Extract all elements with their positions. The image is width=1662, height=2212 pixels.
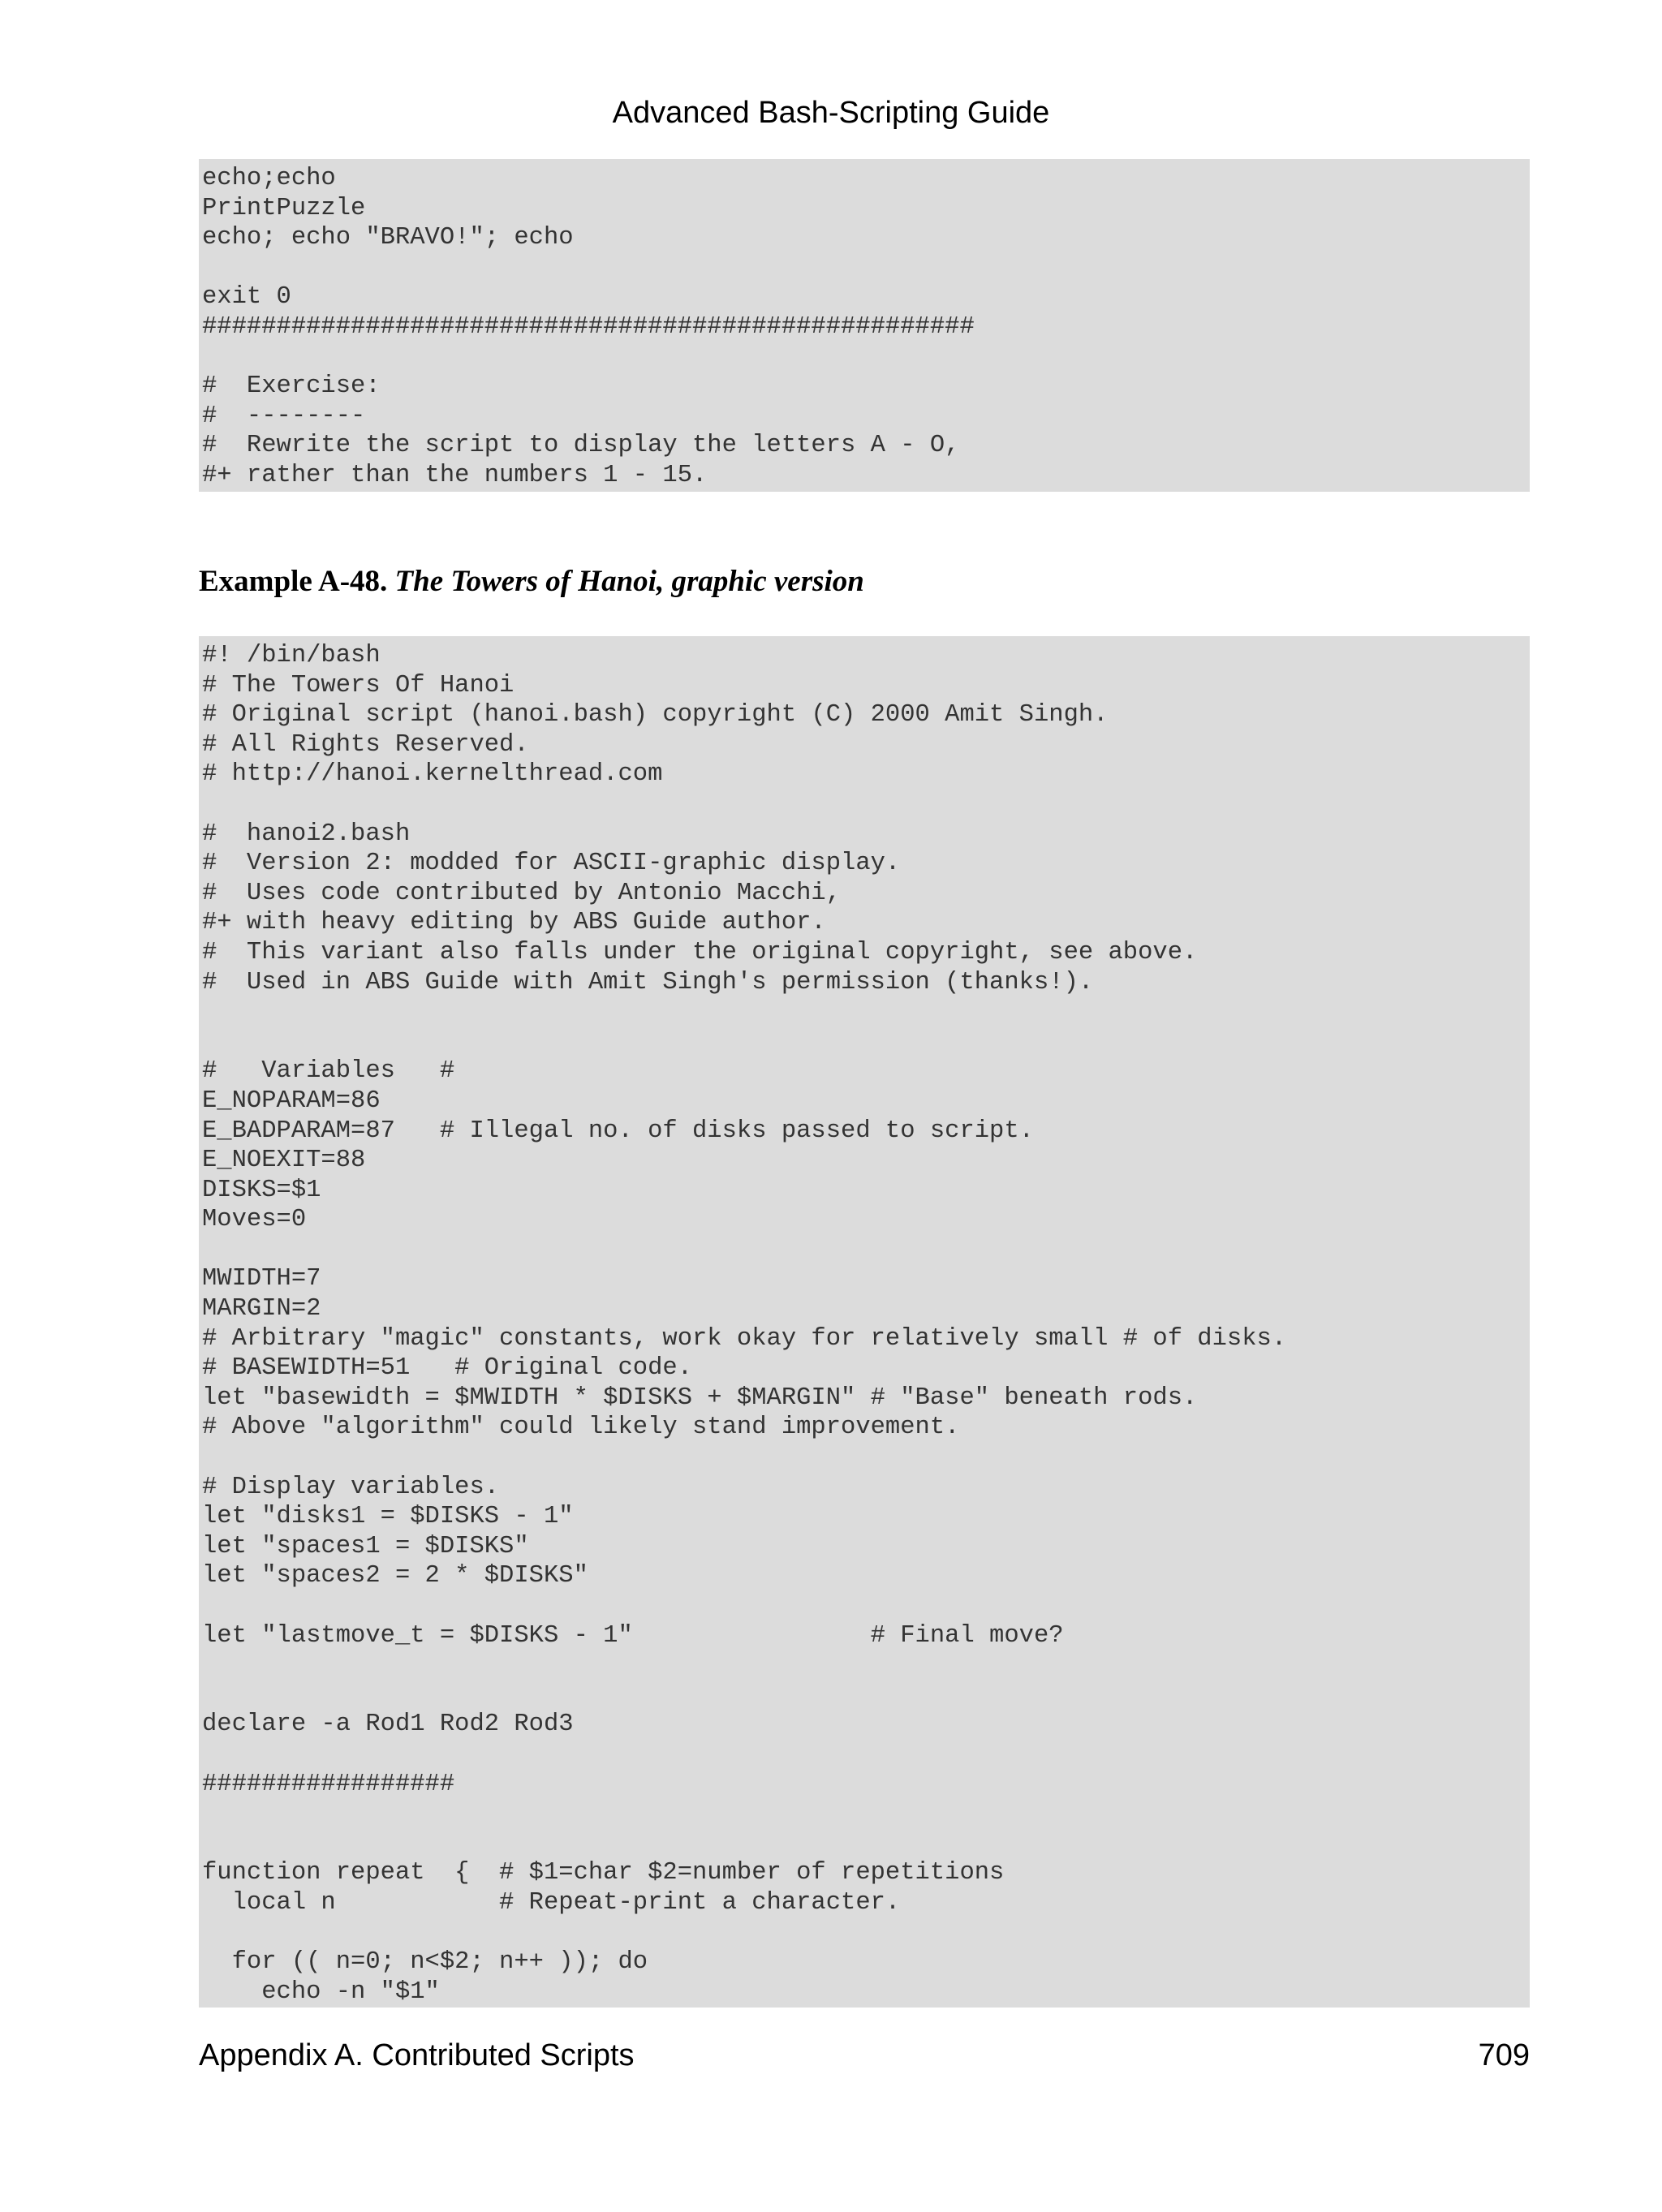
code-line: # Arbitrary "magic" constants, work okay for relatively small # of disks.: [202, 1324, 1287, 1353]
code-line: E_NOEXIT=88: [202, 1147, 366, 1175]
code-line: # All Rights Reserved.: [202, 730, 529, 759]
code-line: MWIDTH=7: [202, 1265, 321, 1293]
code-line: # Above "algorithm" could likely stand improvement.: [202, 1414, 960, 1442]
code-line: [202, 1681, 1530, 1711]
code-line: #+ rather than the numbers 1 - 15.: [202, 461, 708, 489]
code-line: # Used in ABS Guide with Amit Singh's permission (thanks!).: [202, 968, 1094, 996]
code-line: # hanoi2.bash: [202, 820, 411, 848]
code-line: Moves=0: [202, 1206, 307, 1234]
example-title: [199, 564, 864, 599]
code-line: # Exercise:: [202, 372, 381, 401]
example-title-text: The Towers of Hanoi, graphic version: [394, 565, 864, 598]
code-line: for (( n=0; n<$2; n++ )); do: [202, 1948, 648, 1977]
code-line: # Display variables.: [202, 1473, 500, 1501]
code-line: echo -n "$1": [202, 1977, 440, 2006]
code-line: [202, 342, 1530, 372]
running-header: Advanced Bash-Scripting Guide: [612, 96, 1050, 130]
code-line: #################: [202, 1770, 455, 1798]
code-line: local n # Repeat-print a character.: [202, 1888, 901, 1917]
code-line: [202, 997, 1530, 1027]
code-line: let "spaces2 = 2 * $DISKS": [202, 1562, 588, 1590]
code-line: [202, 253, 1530, 283]
code-line: #+ with heavy editing by ABS Guide author.: [202, 909, 826, 937]
code-line: [202, 1918, 1530, 1948]
code-line: function repeat { # $1=char $2=number of repetitions: [202, 1859, 1005, 1887]
code-line: DISKS=$1: [202, 1176, 321, 1204]
code-line: [202, 1591, 1530, 1621]
example-label: Example A-48.: [199, 565, 388, 598]
code-line: E_NOPARAM=86: [202, 1087, 381, 1115]
code-line: # Original script (hanoi.bash) copyright (C) 2000 Amit Singh.: [202, 701, 1109, 729]
code-line: ####################################################: [202, 312, 975, 341]
code-line: [202, 1027, 1530, 1057]
code-line: # Uses code contributed by Antonio Macchi,: [202, 879, 842, 907]
code-line: [202, 1650, 1530, 1681]
code-block-puzzle-end: [199, 159, 1530, 492]
code-line: [202, 1740, 1530, 1770]
code-line: # http://hanoi.kernelthread.com: [202, 760, 663, 789]
code-line: #! /bin/bash: [202, 642, 381, 669]
code-line: # The Towers Of Hanoi: [202, 671, 515, 699]
code-line: exit 0: [202, 283, 291, 312]
code-line: [202, 1235, 1530, 1265]
code-line: # --------: [202, 402, 366, 430]
code-line: # Version 2: modded for ASCII-graphic display.: [202, 850, 901, 878]
code-line: echo;echo: [202, 165, 336, 192]
code-line: echo; echo "BRAVO!"; echo: [202, 224, 574, 252]
code-line: [202, 1799, 1530, 1829]
code-line: let "spaces1 = $DISKS": [202, 1532, 529, 1560]
code-block-hanoi: [199, 636, 1530, 2008]
code-line: MARGIN=2: [202, 1295, 321, 1323]
code-line: [202, 790, 1530, 820]
code-line: # Variables #: [202, 1057, 455, 1086]
page-number: 709: [1478, 2038, 1530, 2072]
code-line: # BASEWIDTH=51 # Original code.: [202, 1354, 692, 1383]
code-line: let "disks1 = $DISKS - 1": [202, 1503, 574, 1531]
code-line: PrintPuzzle: [202, 194, 366, 222]
code-line: let "basewidth = $MWIDTH * $DISKS + $MARGIN" # "Base" beneath rods.: [202, 1384, 1198, 1412]
footer-section-title: Appendix A. Contributed Scripts: [199, 2038, 635, 2072]
code-line: # This variant also falls under the original copyright, see above.: [202, 938, 1198, 966]
code-line: # Rewrite the script to display the letters A - O,: [202, 432, 960, 460]
code-line: declare -a Rod1 Rod2 Rod3: [202, 1711, 574, 1739]
code-line: [202, 1443, 1530, 1473]
code-line: E_BADPARAM=87 # Illegal no. of disks passed to script.: [202, 1117, 1034, 1145]
code-line: [202, 1829, 1530, 1859]
code-line: let "lastmove_t = $DISKS - 1" # Final move?: [202, 1621, 1064, 1650]
